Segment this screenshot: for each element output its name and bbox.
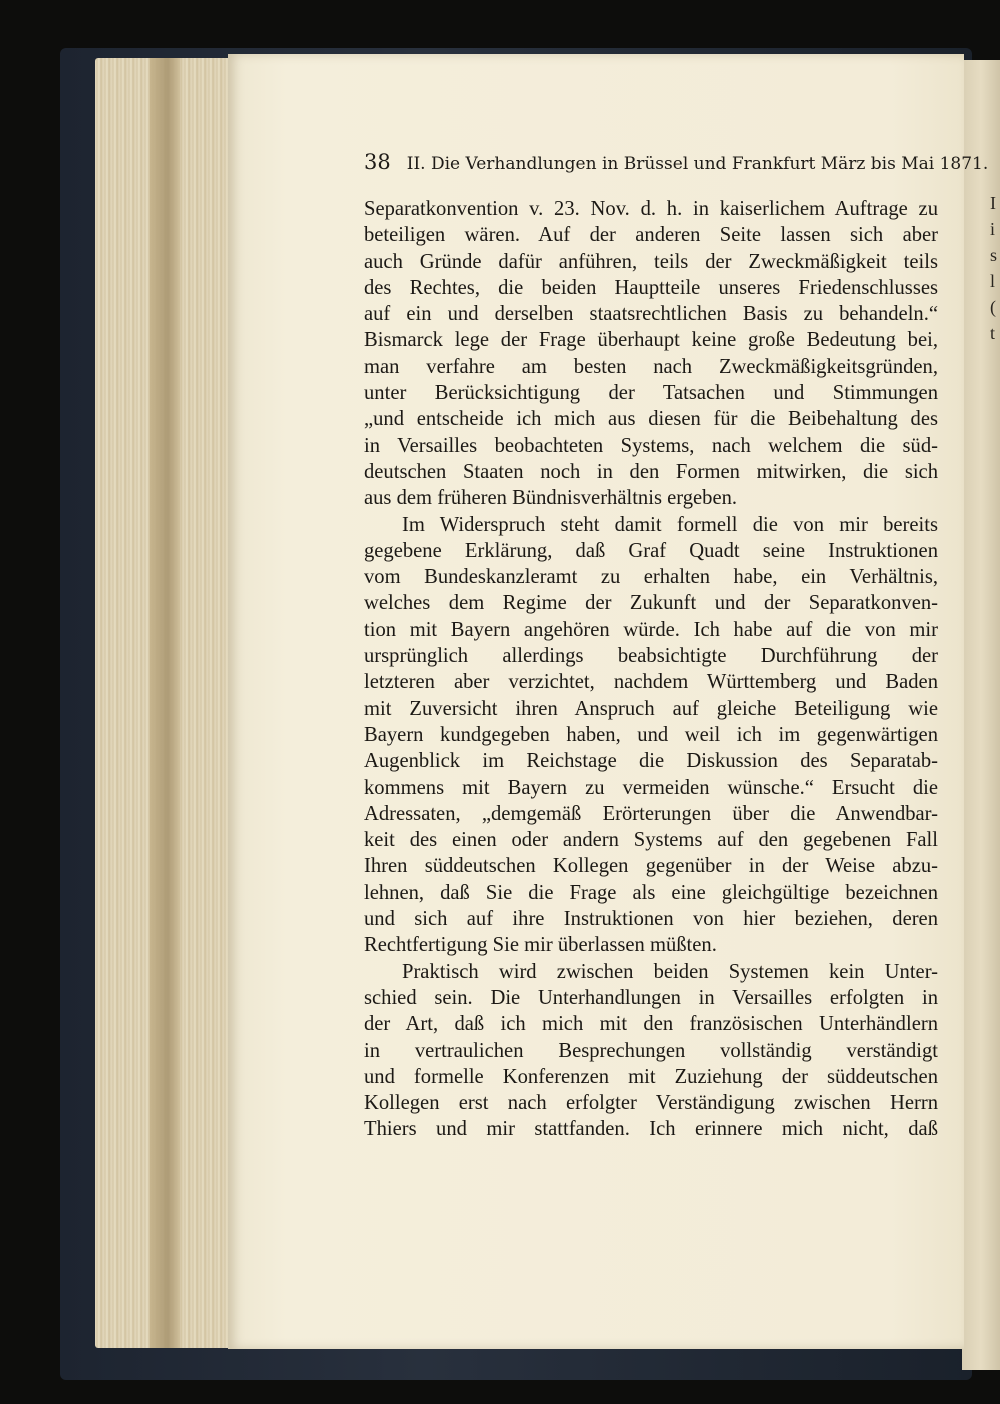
text-line: beteiligen wären. Auf der anderen Seite lassen sich aber	[364, 224, 938, 247]
text-line: Ihren süddeutschen Kollegen gegenüber in der Weise abzu-	[364, 855, 938, 878]
text-line: keit des einen oder andern Systems auf den gegebenen Fall	[364, 829, 938, 852]
text-line: ursprünglich allerdings beabsichtigte Durchführung der	[364, 645, 938, 668]
text-line: aus dem früheren Bündnisverhältnis ergeben.	[364, 487, 738, 510]
text-line: Kollegen erst nach erfolgter Verständigung zwischen Herrn	[364, 1092, 938, 1115]
text-line: vom Bundeskanzleramt zu erhalten habe, ein Verhältnis,	[364, 566, 938, 589]
text-line: in vertraulichen Besprechungen vollständig verständigt	[364, 1039, 938, 1062]
text-line: „und entscheide ich mich aus diesen für die Beibehaltung des	[364, 408, 938, 431]
text-line: lehnen, daß Sie die Frage als eine gleichgültige bezeichnen	[364, 881, 938, 904]
text-line: in Versailles beobachteten Systems, nach welchem die süd-	[364, 434, 938, 457]
text-line: Adressaten, „demgemäß Erörterungen über die Anwendbar-	[364, 802, 938, 825]
text-line: mit Zuversicht ihren Anspruch auf gleiche Beteiligung wie	[364, 697, 938, 720]
text-line: Bismarck lege der Frage überhaupt keine große Bedeutung bei,	[364, 329, 938, 352]
text-line: letzteren aber verzichtet, nachdem Württemberg und Baden	[364, 671, 938, 694]
text-line: deutschen Staaten noch in den Formen mitwirken, die sich	[364, 460, 938, 483]
text-line: der Art, daß ich mich mit den französischen Unterhändlern	[364, 1013, 938, 1036]
text-line: Rechtfertigung Sie mir überlassen müßten.	[364, 934, 717, 957]
text-line: man verfahre am besten nach Zweckmäßigkeitsgründen,	[364, 355, 938, 378]
text-line: Separatkonvention v. 23. Nov. d. h. in kaiserlichem Auftrage zu	[364, 198, 938, 220]
text-line: Praktisch wird zwischen beiden Systemen kein Unter-	[402, 960, 938, 983]
running-header	[364, 150, 989, 180]
page-number: 38	[364, 150, 391, 174]
text-line: des Rechtes, die beiden Hauptteile unseres Friedenschlusses	[364, 276, 938, 299]
text-line: unter Berücksichtigung der Tatsachen und Stimmungen	[364, 382, 938, 405]
fragment: l	[990, 271, 996, 291]
text-line: Thiers und mir stattfanden. Ich erinnere mich nicht, daß	[364, 1118, 938, 1141]
text-line: Im Widerspruch steht damit formell die von mir bereits	[402, 513, 938, 536]
text-line: tion mit Bayern angehören würde. Ich habe auf die von mir	[364, 618, 938, 641]
facing-page-fragments	[990, 190, 1000, 346]
fragment: s	[990, 245, 998, 265]
text-line: Augenblick im Reichstage die Diskussion des Separatab-	[364, 750, 938, 773]
text-line: auf ein und derselben staatsrechtlichen Basis zu behandeln.“	[364, 303, 938, 326]
text-line: und formelle Konferenzen mit Zuziehung der süddeutschen	[364, 1065, 938, 1088]
text-line: gegebene Erklärung, daß Graf Quadt seine Instruktionen	[364, 539, 938, 562]
text-line: schied sein. Die Unterhandlungen in Versailles erfolgten in	[364, 986, 938, 1009]
fragment: (	[990, 297, 996, 317]
text-line: Bayern kundgegeben haben, und weil ich im gegenwärtigen	[364, 723, 938, 746]
fragment: I	[990, 193, 996, 213]
fragment: t	[990, 323, 996, 343]
body-text	[364, 196, 938, 1143]
text-line: und sich auf ihre Instruktionen von hier beziehen, deren	[364, 908, 938, 931]
text-line: welches dem Regime der Zukunft und der Separatkonven-	[364, 592, 938, 615]
text-line: kommens mit Bayern zu vermeiden wünsche.“ Ersucht die	[364, 776, 938, 799]
page-edge-shadow	[150, 58, 180, 1348]
fragment: i	[990, 219, 996, 239]
text-line: auch Gründe dafür anführen, teils der Zweckmäßigkeit teils	[364, 250, 938, 273]
running-title: II. Die Verhandlungen in Brüssel und Frankfurt März bis Mai 1871.	[406, 154, 989, 174]
